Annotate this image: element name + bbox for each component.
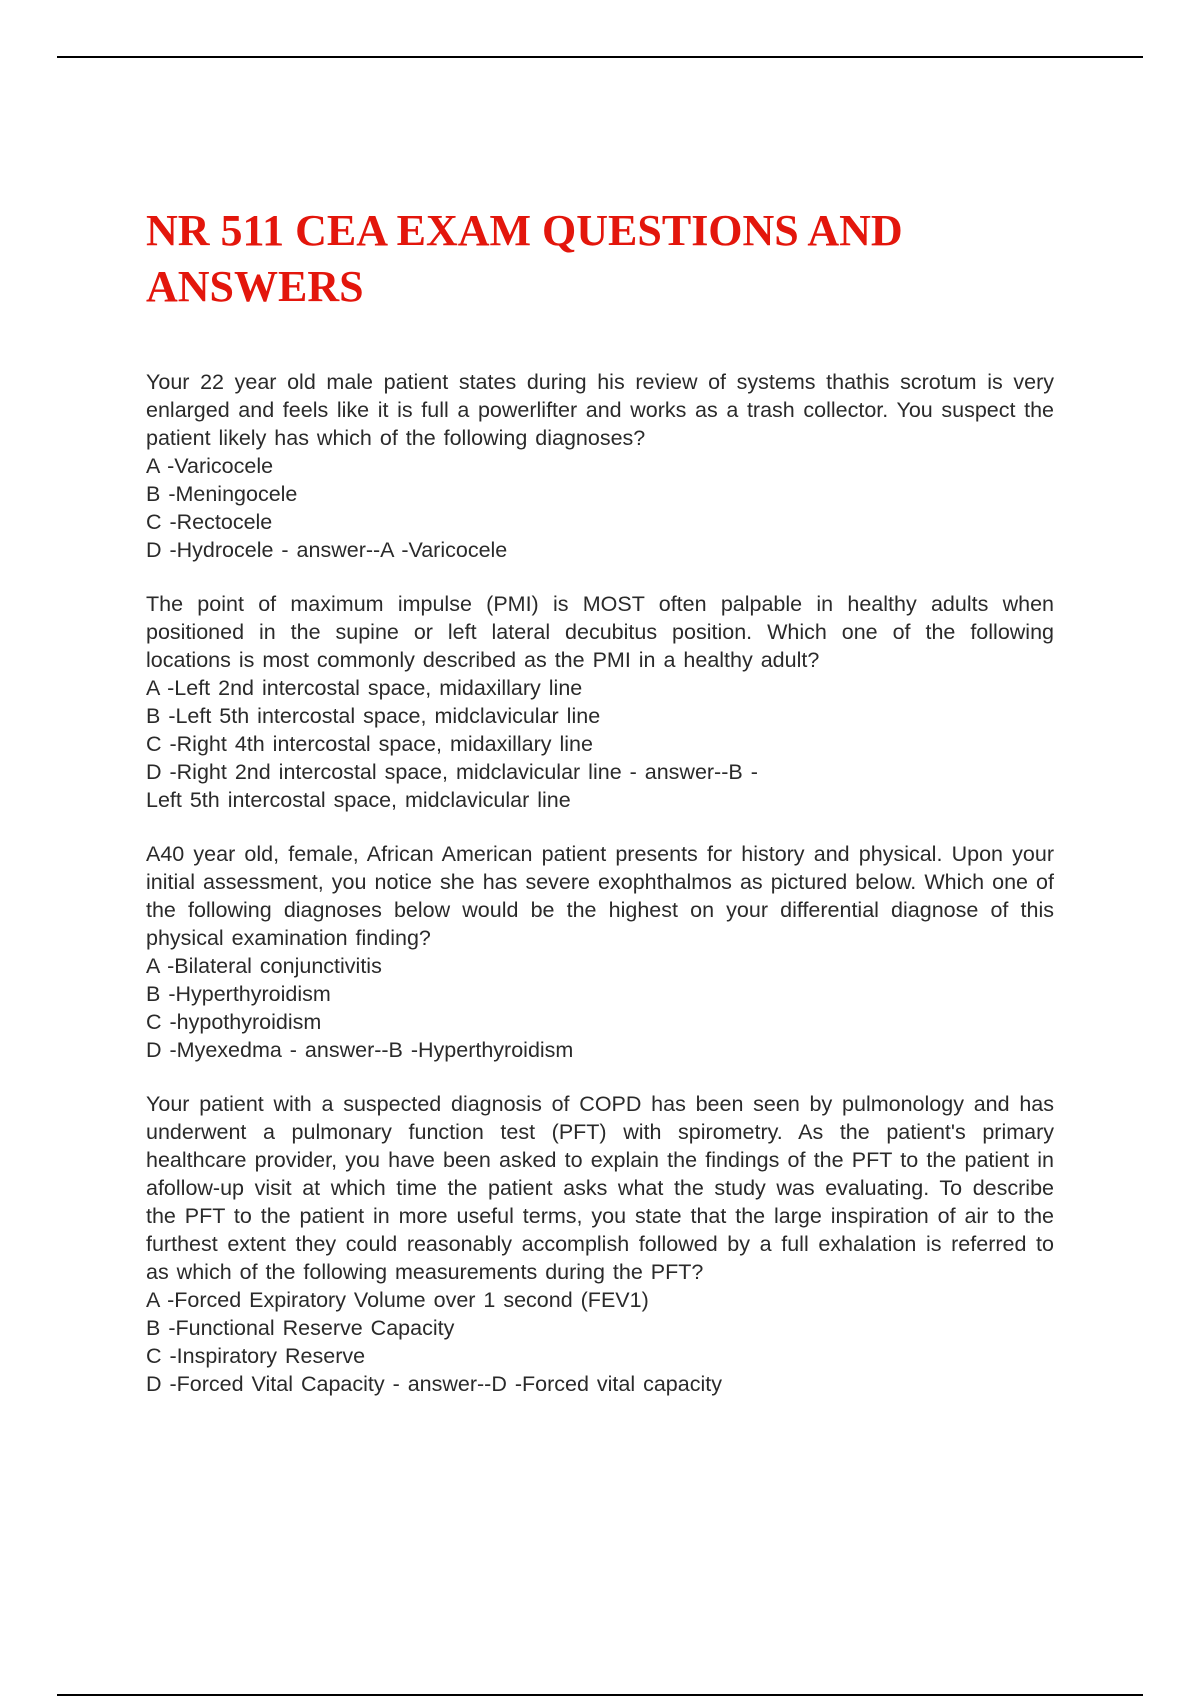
answer-option-d-continued: Left 5th intercostal space, midclavicular line [146, 788, 571, 812]
answer-option-a: A -Varicocele [146, 454, 274, 478]
question-text: A40 year old, female, African American patient presents for history and physical. Upon your initial assessment, you notice she has severe exophthalmos as pictured below. Which one of the following diagnoses below would be the highest on your differential diagnose of this physical examination finding? [146, 842, 1054, 950]
answer-option-b: B -Meningocele [146, 482, 298, 506]
question-block-4 [146, 1090, 1054, 1398]
question-list [146, 368, 1054, 1424]
question-text: Your patient with a suspected diagnosis of COPD has been seen by pulmonology and has underwent a pulmonary function test (PFT) with spirometry. As the patient's primary healthcare provider, you have been asked to explain the findings of the PFT to the patient in afollow-up visit at which time the patient asks what the study was evaluating. To describe the PFT to the patient in more useful terms, you state that the large inspiration of air to the furthest extent they could reasonably accomplish followed by a full exhalation is referred to as which of the following measurements during the PFT? [146, 1092, 1054, 1284]
answer-option-a: A -Forced Expiratory Volume over 1 second (FEV1) [146, 1288, 649, 1312]
answer-option-c: C -hypothyroidism [146, 1010, 322, 1034]
question-block-2 [146, 590, 1054, 814]
answer-option-d: D -Right 2nd intercostal space, midclavicular line - answer--B - [146, 760, 758, 784]
answer-option-c: C -Inspiratory Reserve [146, 1344, 366, 1368]
answer-option-b: B -Hyperthyroidism [146, 982, 331, 1006]
answer-option-d: D -Forced Vital Capacity - answer--D -Forced vital capacity [146, 1372, 722, 1396]
question-block-3 [146, 840, 1054, 1064]
answer-option-a: A -Bilateral conjunctivitis [146, 954, 382, 978]
top-rule [57, 56, 1143, 58]
bottom-rule [57, 1694, 1143, 1696]
question-block-1 [146, 368, 1054, 564]
question-text: The point of maximum impulse (PMI) is MOST often palpable in healthy adults when positioned in the supine or left lateral decubitus position. Which one of the following locations is most commonly described as the PMI in a healthy adult? [146, 592, 1054, 672]
answer-option-b: B -Left 5th intercostal space, midclavicular line [146, 704, 601, 728]
answer-option-c: C -Rectocele [146, 510, 273, 534]
answer-option-b: B -Functional Reserve Capacity [146, 1316, 455, 1340]
answer-option-d: D -Hydrocele - answer--A -Varicocele [146, 538, 508, 562]
document-title: NR 511 CEA EXAM QUESTIONS AND ANSWERS [146, 206, 903, 311]
answer-option-a: A -Left 2nd intercostal space, midaxillary line [146, 676, 583, 700]
answer-option-c: C -Right 4th intercostal space, midaxillary line [146, 732, 593, 756]
question-text: Your 22 year old male patient states during his review of systems thathis scrotum is very enlarged and feels like it is full a powerlifter and works as a trash collector. You suspect the patient likely has which of the following diagnoses? [146, 370, 1054, 450]
answer-option-d: D -Myexedma - answer--B -Hyperthyroidism [146, 1038, 574, 1062]
